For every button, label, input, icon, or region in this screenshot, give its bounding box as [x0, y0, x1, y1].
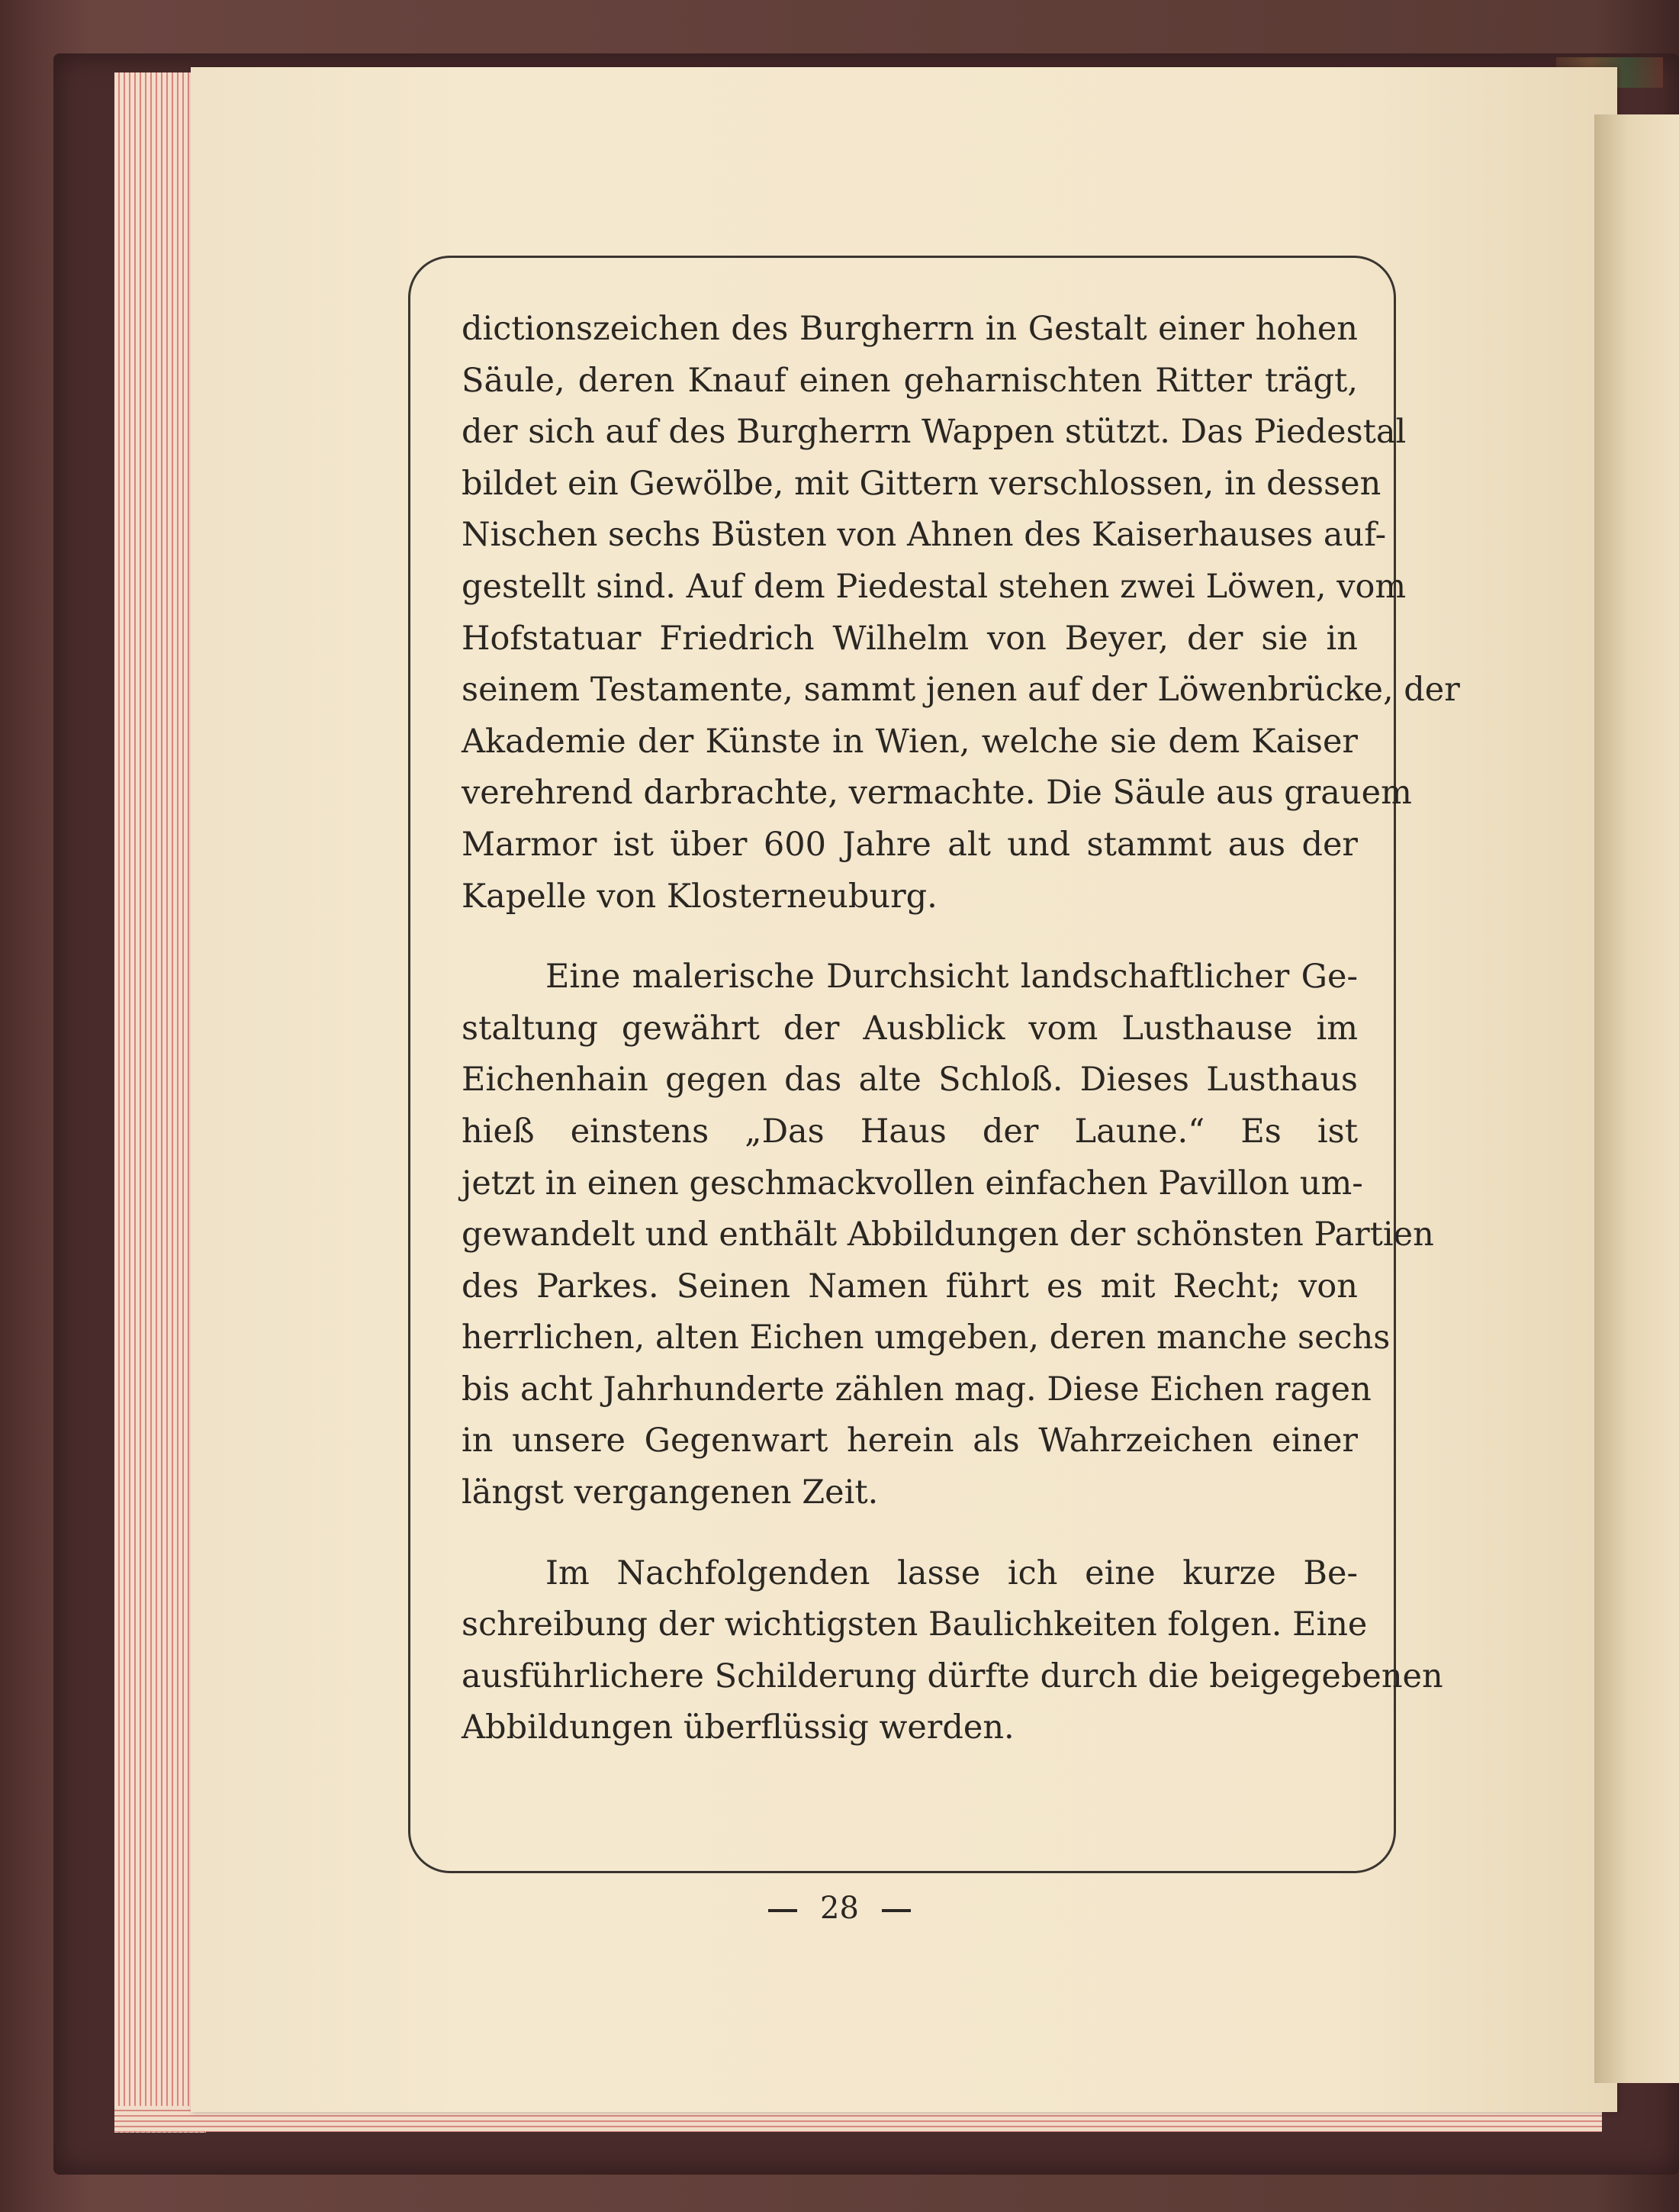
text-line: Abbildungen überflüssig werden. — [462, 1708, 1015, 1747]
text-line: der sich auf des Burgherrn Wappen stützt. Das Piedestal — [462, 413, 1407, 452]
text-line: des Parkes. Seinen Namen führt es mit Recht; von — [462, 1267, 1358, 1306]
text-line: jetzt in einen geschmackvollen einfachen Pavillon um- — [462, 1164, 1363, 1203]
text-line: dictionszeichen des Burgherrn in Gestalt einer hohen — [462, 310, 1358, 348]
text-line: Eine malerische Durchsicht landschaftlicher Ge- — [545, 958, 1358, 997]
text-line: Säule, deren Knauf einen geharnischten Ritter trägt, — [462, 361, 1358, 400]
text-line: Marmor ist über 600 Jahre alt und stammt aus der — [462, 825, 1358, 864]
text-line: ausführlichere Schilderung dürfte durch die beigegebenen — [462, 1657, 1443, 1695]
paragraph — [462, 1548, 1443, 1754]
paragraph-gap — [462, 1519, 1358, 1548]
text-line: längst vergangenen Zeit. — [462, 1473, 879, 1512]
text-line: Akademie der Künste in Wien, welche sie dem Kaiser — [462, 722, 1358, 761]
text-line: seinem Testamente, sammt jenen auf der Löwenbrücke, der — [462, 671, 1460, 710]
text-line: Hofstatuar Friedrich Wilhelm von Beyer, der sie in — [462, 619, 1358, 658]
paragraph-gap — [462, 922, 1358, 951]
text-line: verehrend darbrachte, vermachte. Die Säule aus grauem — [462, 774, 1412, 813]
text-line: gewandelt und enthält Abbildungen der schönsten Partien — [462, 1215, 1434, 1254]
paragraph — [462, 304, 1460, 922]
text-line: hieß einstens „Das Haus der Laune.“ Es ist — [462, 1112, 1358, 1151]
text-line: bis acht Jahrhunderte zählen mag. Diese Eichen ragen — [462, 1370, 1372, 1409]
text-line: herrlichen, alten Eichen umgeben, deren manche sechs — [462, 1319, 1391, 1357]
text-line: Kapelle von Klosterneuburg. — [462, 877, 938, 916]
text-line: bildet ein Gewölbe, mit Gittern verschlossen, in dessen — [462, 464, 1381, 503]
dash-left — [768, 1909, 797, 1912]
text-line: Nischen sechs Büsten von Ahnen des Kaiserhauses auf- — [462, 516, 1387, 555]
text-line: gestellt sind. Auf dem Piedestal stehen zwei Löwen, vom — [462, 567, 1407, 606]
dash-right — [882, 1909, 911, 1912]
facing-page-edge — [1594, 114, 1679, 2083]
text-line: Im Nachfolgenden lasse ich eine kurze Be- — [545, 1554, 1358, 1592]
page-text-body — [462, 304, 1460, 1754]
page-number-footer — [0, 1891, 1679, 1926]
text-line: staltung gewährt der Ausblick vom Lusthause im — [462, 1009, 1358, 1048]
paragraph — [462, 951, 1434, 1519]
page-number: 28 — [820, 1891, 859, 1926]
text-line: schreibung der wichtigsten Baulichkeiten folgen. Eine — [462, 1605, 1368, 1644]
text-line: in unsere Gegenwart herein als Wahrzeichen einer — [462, 1422, 1358, 1460]
text-line: Eichenhain gegen das alte Schloß. Dieses Lusthaus — [462, 1061, 1358, 1100]
